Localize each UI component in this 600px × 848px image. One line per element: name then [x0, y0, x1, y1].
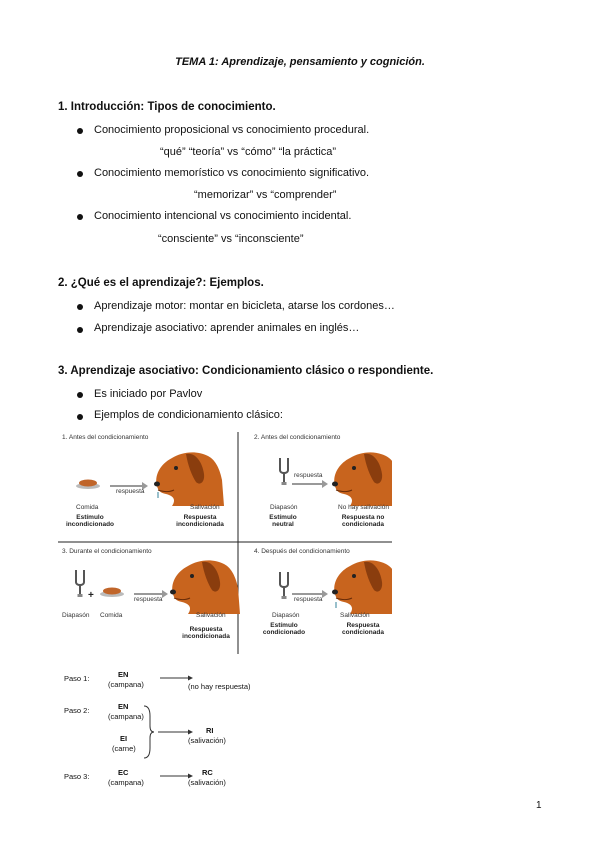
- bullet: [77, 214, 83, 220]
- stimulus-type: Estímulo neutral: [269, 514, 297, 528]
- scheme-result-desc: (salivación): [188, 736, 226, 745]
- list-item: Aprendizaje motor: montar en bicicleta, atarse los cordones…: [94, 300, 395, 312]
- page-number: 1: [536, 800, 542, 811]
- list-item-sub: “consciente” vs “inconsciente”: [158, 233, 304, 245]
- bullet: [77, 304, 83, 310]
- stimulus-label: Diapasón: [272, 612, 300, 619]
- list-item: Aprendizaje asociativo: aprender animales en inglés…: [94, 322, 360, 334]
- scheme-term-desc: (campana): [108, 680, 144, 689]
- arrow-label: respuesta: [116, 488, 145, 495]
- list-item: Es iniciado por Pavlov: [94, 388, 203, 400]
- list-item-sub: “memorizar” vs “comprender”: [194, 189, 337, 201]
- stimulus-type: Estímulo incondicionado: [65, 514, 115, 528]
- stimulus-label: Diapasón: [62, 612, 90, 619]
- scheme-term-desc: (carne): [112, 744, 136, 753]
- panel-title: 2. Antes del condicionamiento: [254, 434, 341, 441]
- section-2-heading: 2. ¿Qué es el aprendizaje?: Ejemplos.: [58, 277, 264, 289]
- scheme-term: EI: [120, 734, 128, 743]
- stimulus-label: Comida: [100, 612, 123, 619]
- scheme-term-desc: (campana): [108, 778, 144, 787]
- bullet: [77, 392, 83, 398]
- arrow-label: respuesta: [294, 472, 323, 479]
- section-1-heading: 1. Introducción: Tipos de conocimiento.: [58, 101, 276, 113]
- response-label: Salivación: [196, 612, 226, 619]
- response-label: No hay salivación: [338, 504, 389, 511]
- scheme-result: (no hay respuesta): [188, 682, 251, 691]
- step-label: Paso 2:: [64, 706, 90, 715]
- response-label: Salivación: [340, 612, 370, 619]
- arrow-label: respuesta: [134, 596, 163, 603]
- list-item: Conocimiento proposicional vs conocimiento procedural.: [94, 124, 370, 136]
- scheme-result-desc: (salivación): [188, 778, 226, 787]
- scheme-term: EN: [118, 702, 129, 711]
- panel-title: 3. Durante el condicionamiento: [62, 548, 152, 555]
- document-title: TEMA 1: Aprendizaje, pensamiento y cognición.: [175, 56, 425, 68]
- response-type: Respuesta condicionada: [342, 622, 384, 636]
- response-label: Salivación: [190, 504, 220, 511]
- step-label: Paso 1:: [64, 674, 90, 683]
- bullet: [77, 171, 83, 177]
- bullet: [77, 414, 83, 420]
- scheme-result: RI: [206, 726, 214, 735]
- list-item: Conocimiento intencional vs conocimiento incidental.: [94, 210, 352, 222]
- section-3-heading: 3. Aprendizaje asociativo: Condicionamiento clásico o respondiente.: [58, 365, 434, 377]
- panel-title: 4. Después del condicionamiento: [254, 548, 350, 555]
- scheme-result: RC: [202, 768, 213, 777]
- bullet: [77, 128, 83, 134]
- response-type: Respuesta no condicionada: [341, 514, 385, 528]
- list-item-sub: “qué” “teoría” vs “cómo” “la práctica”: [160, 146, 337, 158]
- stimulus-type: Estímulo condicionado: [262, 622, 306, 636]
- scheme-term: EC: [118, 768, 129, 777]
- scheme-term-desc: (campana): [108, 712, 144, 721]
- list-item: Conocimiento memorístico vs conocimiento significativo.: [94, 167, 370, 179]
- conditioning-scheme: [60, 668, 320, 798]
- scheme-term: EN: [118, 670, 129, 679]
- stimulus-label: Diapasón: [270, 504, 298, 511]
- step-label: Paso 3:: [64, 772, 90, 781]
- svg-text:+: +: [88, 590, 94, 601]
- bullet: [77, 327, 83, 333]
- response-type: Respuesta incondicionada: [176, 514, 224, 528]
- list-item: Ejemplos de condicionamiento clásico:: [94, 409, 283, 421]
- panel-title: 1. Antes del condicionamiento: [62, 434, 149, 441]
- pavlov-conditioning-figure: [58, 430, 392, 656]
- arrow-label: respuesta: [294, 596, 323, 603]
- stimulus-label: Comida: [76, 504, 99, 511]
- response-type: Respuesta incondicionada: [182, 626, 230, 640]
